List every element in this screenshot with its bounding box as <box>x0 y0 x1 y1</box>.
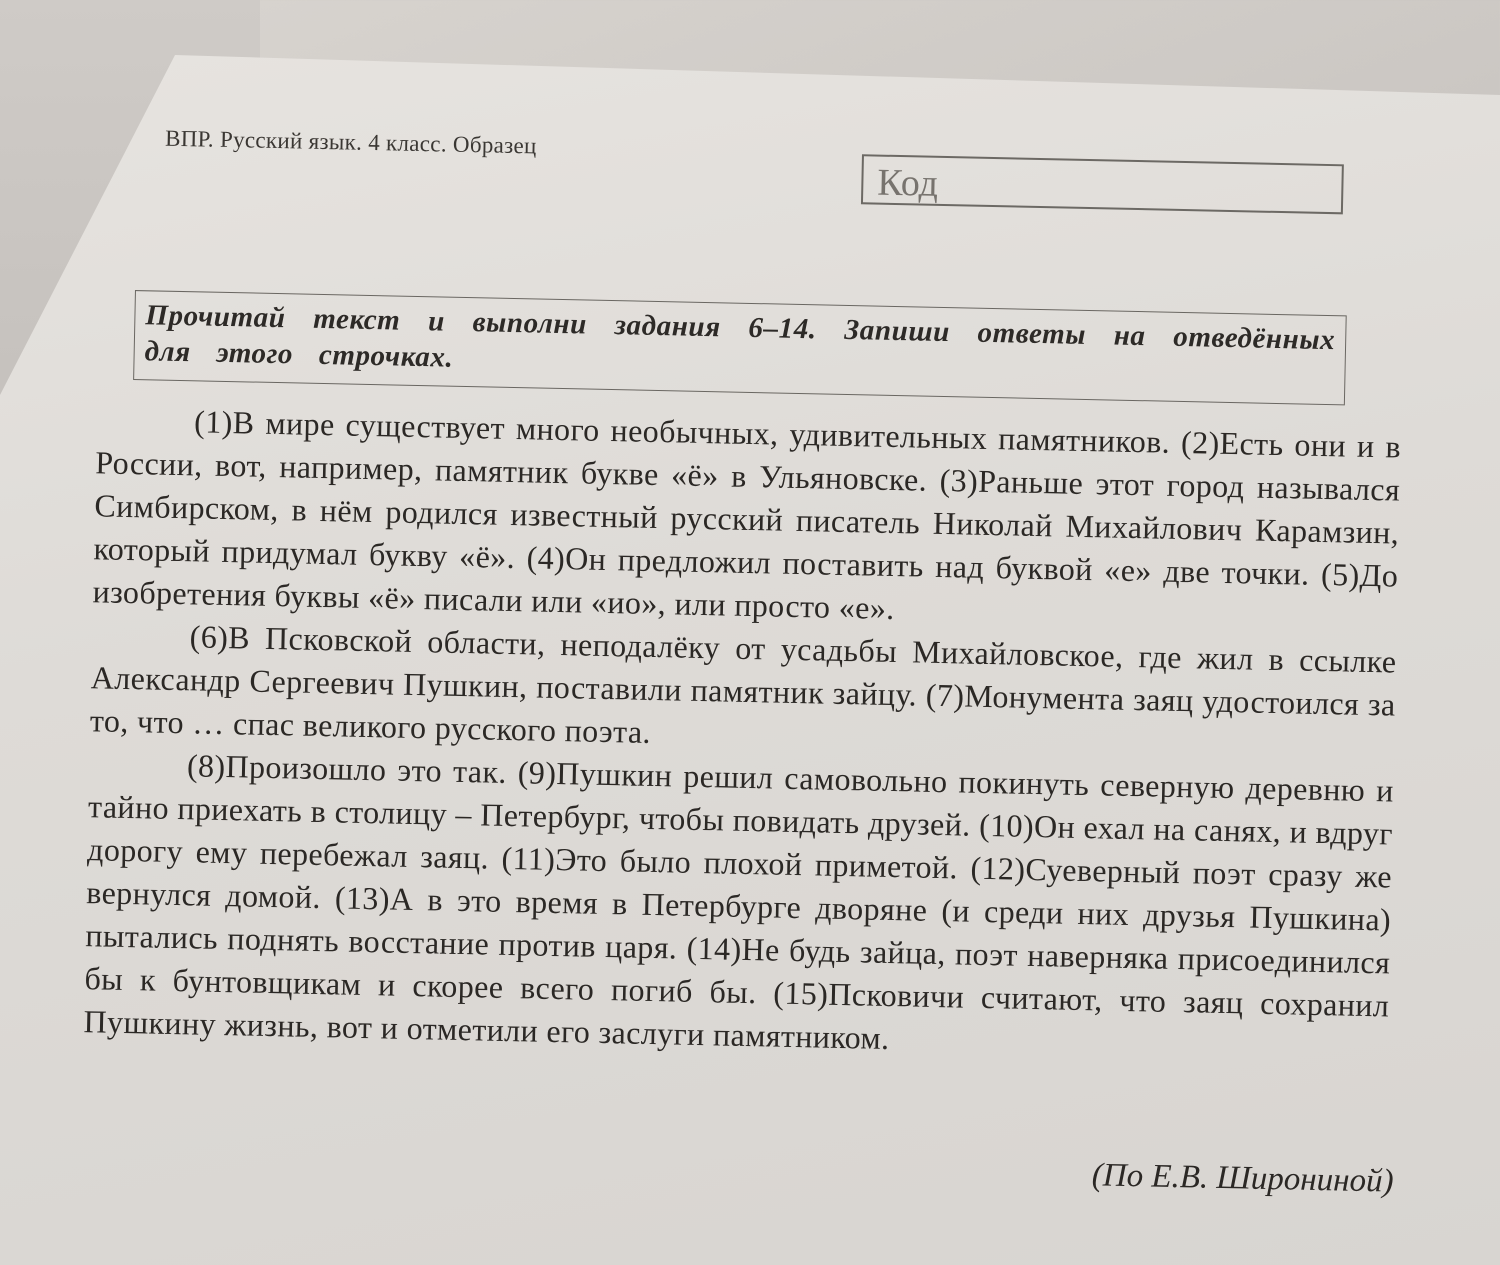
paragraph: (6)В Псковской области, неподалёку от усадьбы Михайловское, где жил в ссылке Александр Сергеевич Пушкин, поставили памятник зайцу. (7)Монумента заяц удостоился за то, что … спас великого русского поэта. <box>89 618 1397 750</box>
code-label: Код <box>876 161 939 205</box>
reading-text <box>83 398 1401 1070</box>
code-field <box>861 154 1344 214</box>
text-attribution: (По Е.В. Широниной) <box>1091 1157 1394 1200</box>
paragraph: (1)В мире существует много необычных, удивительных памятников. (2)Есть они и в России, вот, например, памятник букве «ё» в Ульяновске. (3)Раньше этот город назывался Симбирском, в нём родился известный русский писатель Николай Михайлович Карамзин, который придумал букву «ё». (4)Он предложил поставить над буквой «е» две точки. (5)До изобретения буквы «ё» писали или «ио», или просто «е». <box>92 403 1402 627</box>
instruction-box: Прочитай текст и выполни задания 6–14. Запиши ответы на отведённых для этого строчках. <box>133 290 1347 405</box>
page-header-title: ВПР. Русский язык. 4 класс. Образец <box>164 125 537 159</box>
paragraph: (8)Произошло это так. (9)Пушкин решил самовольно покинуть северную деревню и тайно приехать в столицу – Петербург, чтобы повидать друзей. (10)Он ехал на санях, и вдруг дорогу ему перебежал заяц. (11)Это было плохой приметой. (12)Суеверный поэт сразу же вернулся домой. (13)А в это время в Петербурге дворяне (и среди них друзья Пушкина) пытались поднять восстание против царя. (14)Не будь зайца, поэт наверняка присоединился бы к бунтовщикам и скорее всего погиб бы. (15)Псковичи считают, что заяц сохранил Пушкину жизнь, вот и отметили его заслуги памятником. <box>83 747 1395 1057</box>
